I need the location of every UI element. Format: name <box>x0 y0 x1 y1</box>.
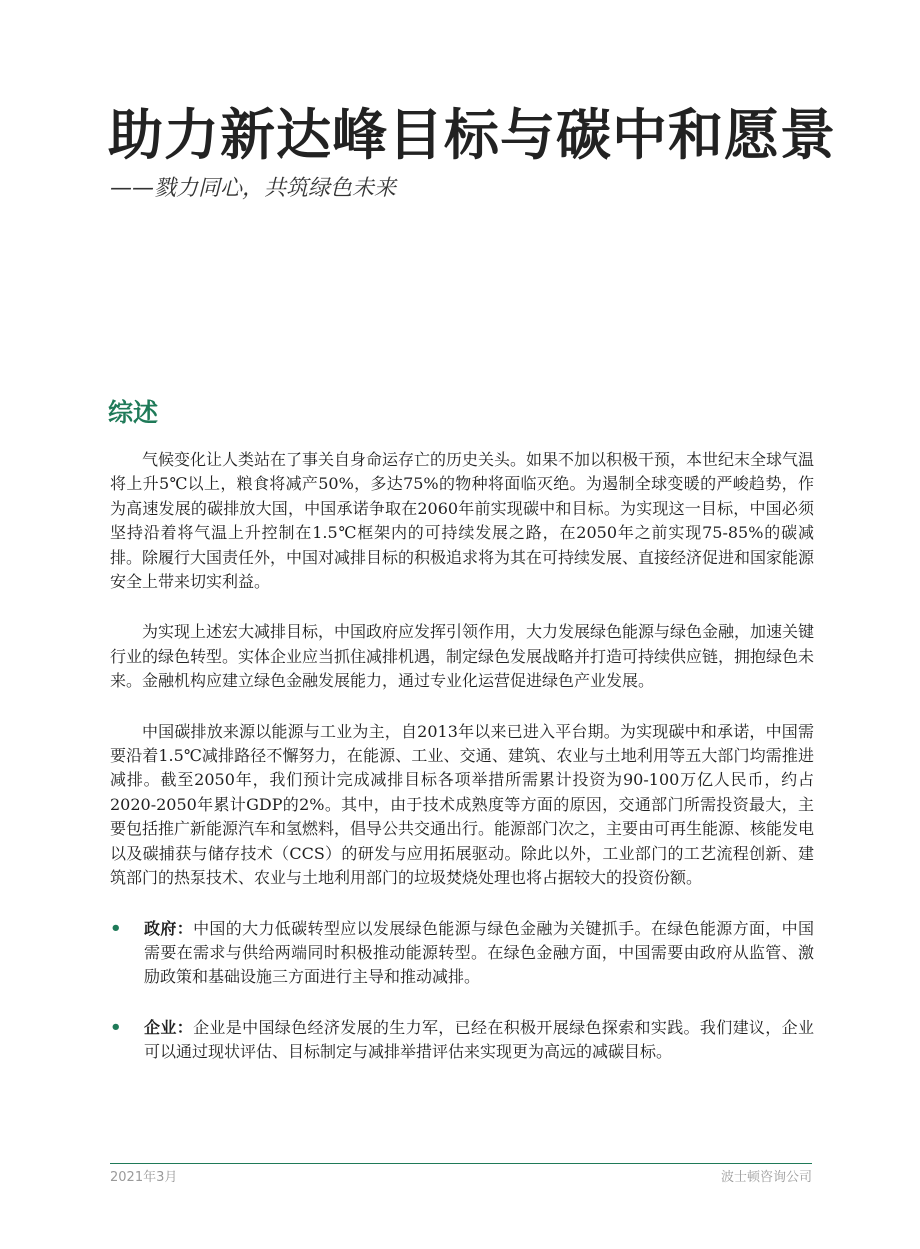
page-subtitle: ——戮力同心，共筑绿色未来 <box>110 176 397 201</box>
bullet-text: 企业是中国绿色经济发展的生力军，已经在积极开展绿色探索和实践。我们建议，企业可以通过现状评估、目标制定与减排举措评估来实现更为高远的减碳目标。 <box>144 1017 814 1062</box>
bullet-dot-icon: • <box>110 1016 122 1038</box>
bullet-term: 企业： <box>144 1017 194 1037</box>
bullet-term: 政府： <box>144 918 194 938</box>
footer-divider <box>110 1163 812 1164</box>
paragraph-2: 为实现上述宏大减排目标，中国政府应发挥引领作用，大力发展绿色能源与绿色金融，加速关键行业的绿色转型。实体企业应当抓住减排机遇，制定绿色发展战略并打造可持续供应链，拥抱绿色未来。金融机构应建立绿色金融发展能力，通过专业化运营促进绿色产业发展。 <box>110 622 815 691</box>
footer-date: 2021年3月 <box>110 1170 178 1185</box>
bullet-dot-icon: • <box>110 917 122 939</box>
paragraph-3: 中国碳排放来源以能源与工业为主，自2013年以来已进入平台期。为实现碳中和承诺，中国需要沿着1.5℃减排路径不懈努力，在能源、工业、交通、建筑、农业与土地利用等五大部门均需推进减排。截至2050年，我们预计完成减排目标各项举措所需累计投资为90-100万亿人民币，约占2020-2050年累计GDP的2%。其中，由于技术成熟度等方面的原因，交通部门所需投资最大，主要包括推广新能源汽车和氢燃料，倡导公共交通出行。能源部门次之，主要由可再生能源、核能发电以及碳捕获与储存技术（CCS）的研发与应用拓展驱动。除此以外，工业部门的工艺流程创新、建筑部门的热泵技术、农业与土地利用部门的垃圾焚烧处理也将占据较大的投资份额。 <box>110 721 815 888</box>
bullet-list <box>110 917 814 1065</box>
section-heading: 综述 <box>108 398 159 427</box>
page-title: 助力新达峰目标与碳中和愿景 <box>108 102 837 167</box>
bullet-item-enterprise <box>110 1016 814 1065</box>
paragraph-1: 气候变化让人类站在了事关自身命运存亡的历史关头。如果不加以积极干预，本世纪末全球气温将上升5℃以上，粮食将减产50%，多达75%的物种将面临灭绝。为遏制全球变暖的严峻趋势，作为高速发展的碳排放大国，中国承诺争取在2060年前实现碳中和目标。为实现这一目标，中国必须坚持沿着将气温上升控制在1.5℃框架内的可持续发展之路，在2050年之前实现75-85%的碳减排。除履行大国责任外，中国对减排目标的积极追求将为其在可持续发展、直接经济促进和国家能源安全上带来切实利益。 <box>110 450 815 592</box>
bullet-item-government <box>110 917 814 990</box>
bullet-text: 中国的大力低碳转型应以发展绿色能源与绿色金融为关键抓手。在绿色能源方面，中国需要在需求与供给两端同时积极推动能源转型。在绿色金融方面，中国需要由政府从监管、激励政策和基础设施三方面进行主导和推动减排。 <box>144 918 814 987</box>
section-body <box>110 448 814 1091</box>
footer-organization: 波士顿咨询公司 <box>720 1170 812 1185</box>
